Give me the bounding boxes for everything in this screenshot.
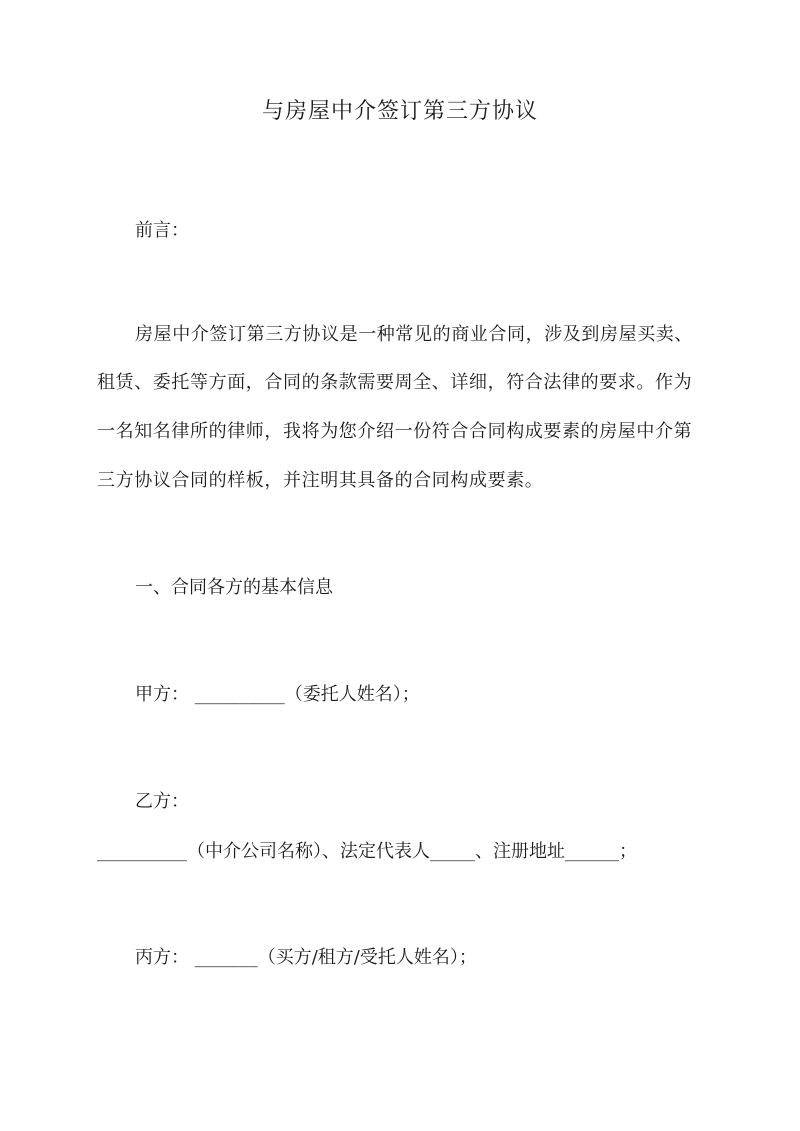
party-b-detail: __________（中介公司名称）、法定代表人_____、注册地址______； bbox=[97, 841, 637, 862]
preface-line-2: 租赁、委托等方面，合同的条款需要周全、详细，符合法律的要求。作为 bbox=[97, 372, 693, 393]
preface-line-4: 三方协议合同的样板，并注明其具备的合同构成要素。 bbox=[97, 470, 544, 491]
preface-line-3: 一名知名律所的律师，我将为您介绍一份符合合同构成要素的房屋中介第 bbox=[97, 421, 693, 442]
document-title: 与房屋中介签订第三方协议 bbox=[261, 99, 538, 124]
preface-label: 前言： bbox=[135, 220, 189, 241]
preface-line-1: 房屋中介签订第三方协议是一种常见的商业合同，涉及到房屋买卖、 bbox=[135, 324, 693, 345]
party-a-line: 甲方： __________（委托人姓名）； bbox=[135, 684, 420, 705]
party-b-label: 乙方： bbox=[135, 791, 189, 812]
section-1-heading: 一、合同各方的基本信息 bbox=[135, 577, 333, 598]
party-c-line: 丙方： _______（买方/租方/受托人姓名）； bbox=[135, 947, 477, 968]
